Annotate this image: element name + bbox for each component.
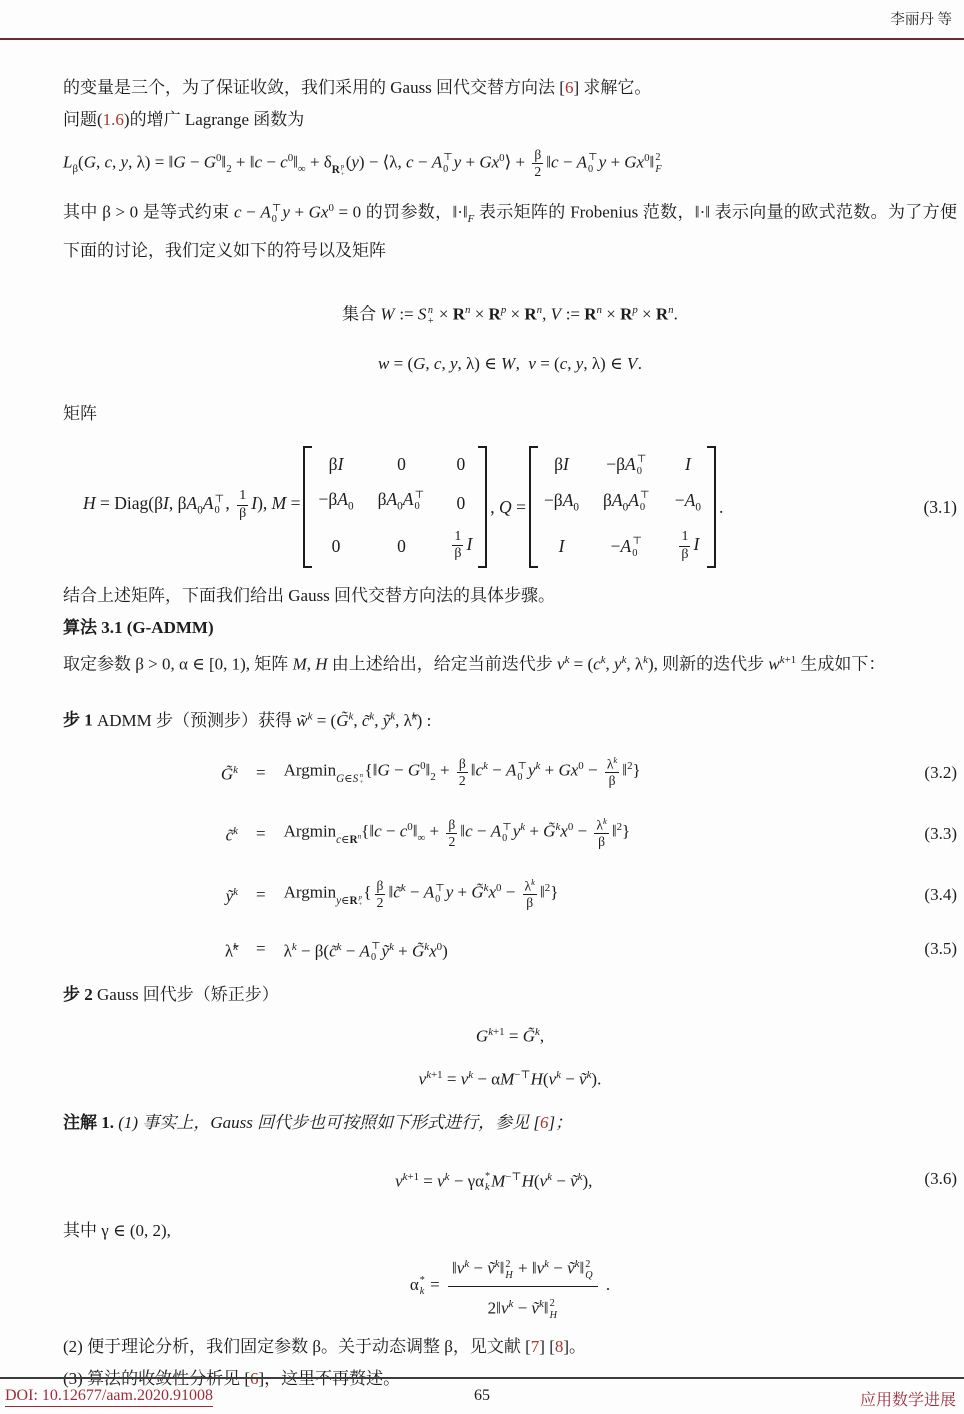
step-1-text: ADMM 步（预测步）获得 w̃$^k$ = (G̃$^k$, c̃$^k$, ỹ$^k$, λ̃$^k$) : [97, 709, 432, 730]
eq-lhs: ỹ$^k$ [225, 886, 238, 906]
matrix-cell: $\beta A_0A$ ⊤ 0 [377, 489, 425, 513]
ref-eq-1-6[interactable]: 1.6 [102, 110, 124, 129]
equation-number: (3.6) [924, 1168, 957, 1188]
equals-sign: = [256, 823, 266, 843]
eq36-body: $v^{k+1} = v^k - \gamma\alpha$ * k $M^{-⊤}H(v^k$ − ṽ$^k$), [395, 1170, 593, 1194]
matrix-cell: $\frac{1}{\beta}$ I [681, 529, 700, 562]
remark-label: 注解 1. [63, 1112, 114, 1132]
matrix-Q [529, 446, 716, 568]
matrix-label: 矩阵 [63, 403, 97, 423]
alpha-tail: . [605, 1275, 611, 1295]
paragraph-combine: 结合上述矩阵，下面我们给出 Gauss 回代交替方向法的具体步骤。 [63, 586, 556, 606]
paragraph-lagrange-lead: 问题(1.6)的增广 Lagrange 函数为 [63, 110, 305, 129]
eq-rhs: Argmin$_{c\in R^n}${‖c − $c^0‖_\infty$ + $\frac{\beta}{2}$ ‖c − A ⊤ 0 $y^k$ + $G̃^kx^0$ − $\frac{\lambda^k}{\beta}$ ‖$^2$} [283, 815, 631, 850]
matrix-Q-grid [538, 446, 707, 568]
matrix-cell: βI [328, 454, 344, 475]
equation-w-v-definitions: w = (G, c, y, λ) ∈ W, v = (c, y, λ) ∈ V. [378, 353, 642, 373]
equation-lagrangian: $L_\beta(G$, c, y, λ) = ‖G − $G^0‖_2$ + ‖c − $c^0‖_\infty + \delta_{R p +}$ (y) − ⟨λ, c − A ⊤ 0 $y + Gx^0⟩$ + $\frac{\beta}{2}$ ‖c − A ⊤ 0 $y + Gx^0‖$ 2 F [63, 147, 662, 180]
paragraph-penalty-explain: 其中 β > 0 是等式约束 c − A ⊤ 0 $y + Gx^0 = 0$ 的罚参数，$‖\cdot‖_F$ 表示矩阵的 Frobenius 范数，‖·‖ 表示向量的欧式范数。为了方便下面的讨论，我们定义如下的符号以及矩阵 [63, 202, 957, 261]
matrix-M [303, 446, 487, 568]
equation-correction-G: $G^{k+1}$ = G̃$^k$, [475, 1026, 545, 1046]
matrix-bracket-right [478, 446, 487, 568]
citation-7[interactable]: 7 [530, 1337, 540, 1357]
running-head-author: 李丽丹 等 [890, 12, 952, 28]
matrix-bracket-left [303, 446, 312, 568]
matrix-M-grid [312, 446, 478, 568]
fraction-numerator: $‖v^k$ − ṽ$^k$‖ 2 H + $‖v^k$ − ṽ$^k$‖ 2 Q [448, 1249, 598, 1287]
matrix-cell: I [684, 454, 691, 475]
matrix-cell: $-\beta A_0$ [543, 489, 580, 514]
journal-name: 应用数学进展 [859, 1392, 956, 1409]
equals-sign: = [256, 938, 266, 958]
matrix-cell: βI [554, 454, 569, 475]
matrix-cell: I [558, 536, 565, 557]
matrix-cell: 0 [397, 454, 406, 475]
paragraph-note-2: (2) 便于理论分析，我们固定参数 β。关于动态调整 β，见文献 [7] [8]。 [63, 1337, 587, 1357]
footer-rule [0, 1377, 964, 1379]
eq-rhs: Argmin$_{G\in S n +}$ {‖G − $G^0‖_2$ + $\frac{\beta}{2}$ $‖c^k - A$ ⊤ 0 $y^k + Gx^0$ − $\frac{\lambda^k}{\beta}$ ‖$^2$} [283, 754, 641, 789]
remark-text: (1) 事实上，Gauss 回代步也可按照如下形式进行，参见 [6]； [118, 1112, 573, 1132]
eq-lhs: c̃$^k$ [225, 825, 238, 845]
eq-rhs: $\lambda^k$ − β(c̃$^k$ − A ⊤ 0 ỹ$^k$ + $G̃^kx^0$) [283, 940, 448, 964]
algorithm-title: 算法 3.1 (G-ADMM) [63, 618, 214, 638]
citation-8[interactable]: 8 [554, 1337, 564, 1357]
admm-equations [63, 748, 957, 968]
matrix-cell: $-A_0$ [674, 489, 701, 514]
page-number: 65 [474, 1387, 490, 1404]
equation-3-4 [63, 870, 957, 920]
fraction-denominator: $2‖v^k$ − ṽ$^k$‖ 2 H [487, 1297, 557, 1321]
citation-6[interactable]: 6 [564, 78, 574, 97]
equation-3-3 [63, 809, 957, 859]
equation-alpha-star [63, 1249, 957, 1323]
paragraph-algorithm-params: 取定参数 β > 0, α ∈ [0, 1), 矩阵 M, H 由上述给出，给定当前迭代步 $v^k = (c^k$, $y^k$, $\lambda^k$), 则新的迭代步 $w^{k+1}$ 生成如下： [63, 654, 886, 674]
matrix-cell: 0 [397, 535, 406, 556]
equation-correction-v: $v^{k+1} = v^k - \alpha M^{-⊤}H(v^k$ − ṽ$^k$). [418, 1068, 602, 1089]
eq-lhs: G̃$^k$ [220, 764, 238, 784]
page-content [63, 66, 957, 1395]
eq31-tail: . [718, 497, 724, 518]
alpha-lhs: α * k = [409, 1274, 440, 1298]
step-2-line [63, 979, 957, 1011]
citation-6[interactable]: 6 [539, 1112, 549, 1132]
alpha-fraction [448, 1249, 598, 1323]
equation-number: (3.2) [924, 762, 957, 782]
paragraph-gamma: 其中 γ ∈ (0, 2), [63, 1221, 171, 1241]
matrix-cell: −βA ⊤ 0 [606, 453, 647, 477]
equation-number: (3.3) [924, 823, 957, 843]
matrix-cell: $\frac{1}{\beta}$ I [454, 528, 473, 562]
header-rule [0, 38, 964, 40]
equation-number: (3.4) [924, 884, 957, 904]
matrix-cell: $-\beta A_0$ [318, 489, 354, 513]
equation-number: (3.5) [924, 938, 957, 958]
step-1-line [63, 700, 957, 737]
step-1-label: 步 1 [63, 710, 93, 730]
matrix-cell: −A ⊤ 0 [610, 535, 643, 559]
paragraph-intro: 的变量是三个，为了保证收敛，我们采用的 Gauss 回代交替方向法 [6] 求解它。 [63, 78, 652, 97]
remark-line [63, 1107, 957, 1139]
equation-3-5 [63, 931, 957, 968]
matrix-cell: 0 [456, 454, 466, 475]
eq31-lead: H = Diag(βI, $\beta A_0A$ ⊤ 0 , $\frac{1}{\beta}$ I), M = [83, 488, 301, 521]
matrix-bracket-right [707, 446, 716, 568]
equation-number: (3.1) [923, 497, 957, 518]
eq-rhs: Argmin$_{y\in R p +}$ { $\frac{\beta}{2}$ ‖c̃$^k$ − A ⊤ 0 $y + G̃^kx^0$ − $\frac{\lambda^k}{\beta}$ ‖$^2$} [283, 876, 559, 911]
equation-3-1 [63, 446, 957, 568]
eq31-mid: , Q = [490, 497, 526, 518]
eq-lhs: λ̃$^k$ [224, 940, 238, 961]
equals-sign: = [256, 884, 266, 904]
matrix-bracket-left [529, 446, 538, 568]
matrix-cell: $\beta A_0A$ ⊤ 0 [603, 489, 650, 514]
equation-3-6 [63, 1161, 957, 1198]
step-2-text: Gauss 回代步（矫正步） [97, 985, 279, 1005]
equation-set-definitions: 集合 W := S n + × $R^n \times R^p \times R^n$, V := $R^n \times R^p \times R^n$. [342, 304, 678, 328]
equals-sign: = [256, 762, 266, 782]
matrix-cell: 0 [456, 493, 466, 514]
equation-3-2 [63, 748, 957, 798]
matrix-cell: 0 [331, 535, 341, 556]
step-2-label: 步 2 [63, 985, 93, 1005]
doi-link[interactable]: DOI: 10.12677/aam.2020.91008 [5, 1387, 213, 1407]
